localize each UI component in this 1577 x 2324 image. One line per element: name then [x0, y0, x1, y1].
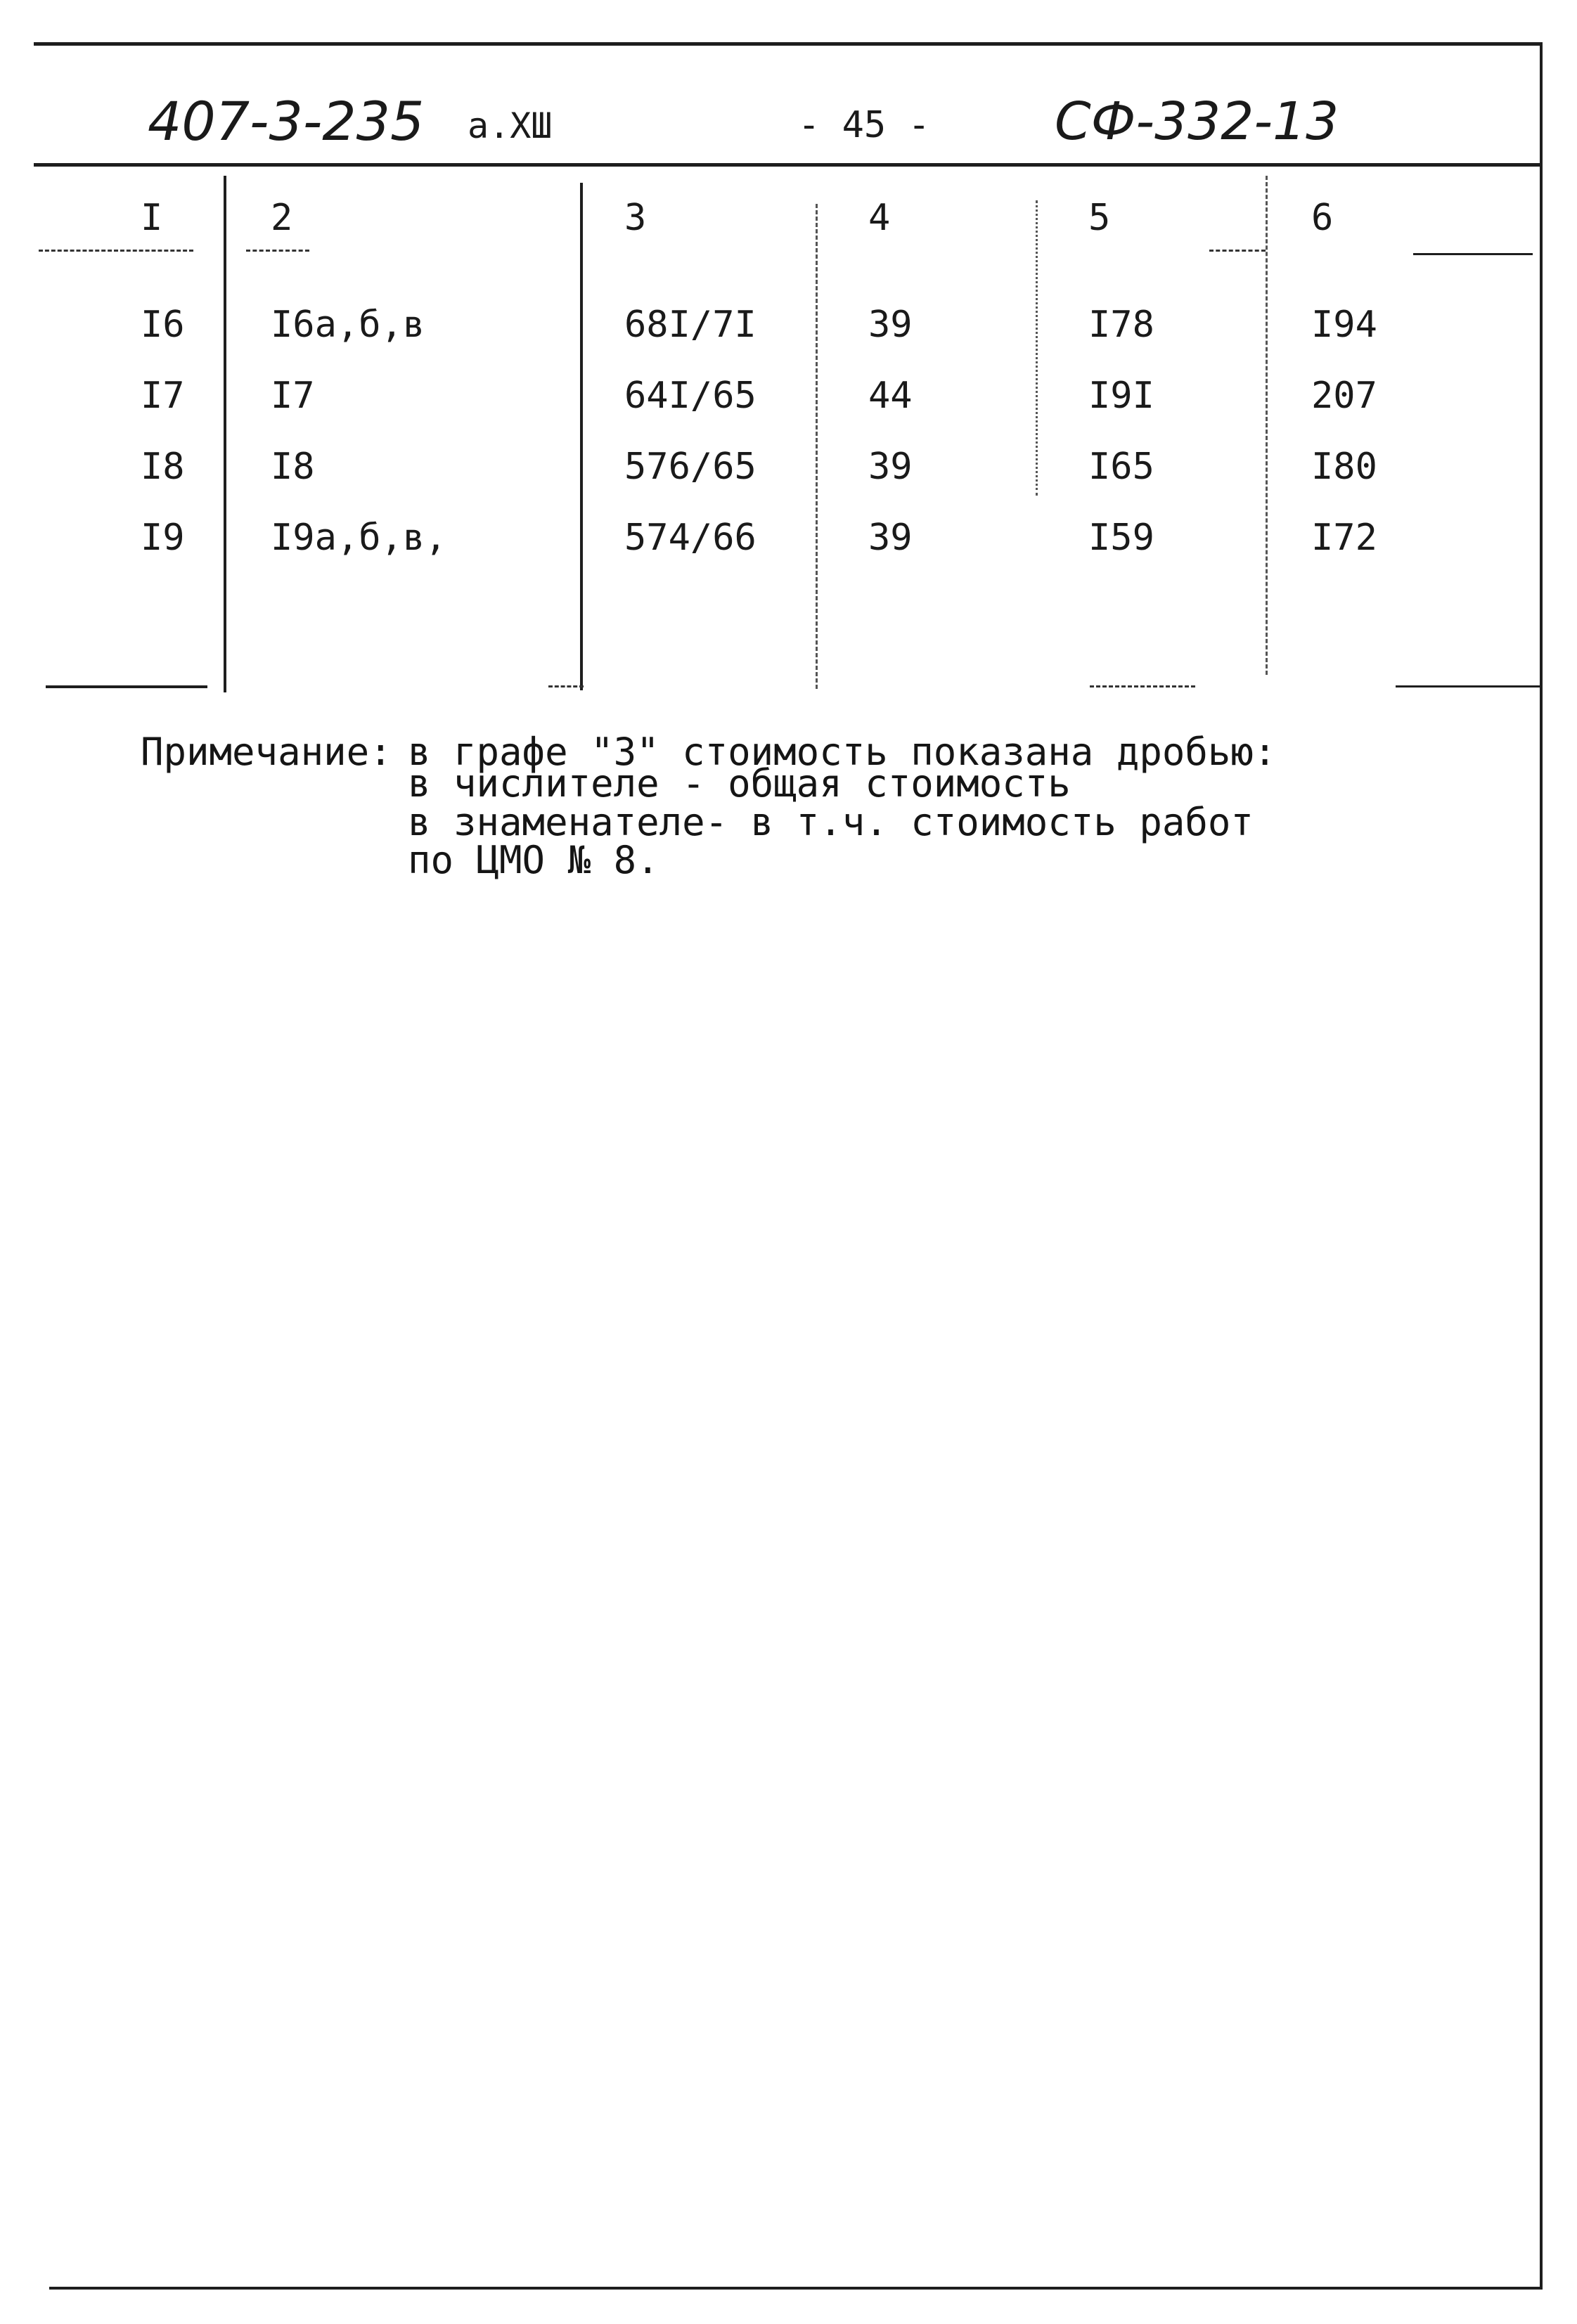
table-bottom-col5	[1090, 685, 1195, 687]
header-row-rule-right	[1413, 253, 1533, 255]
column-header-5: 5	[1088, 197, 1111, 239]
table-cell: I59	[1088, 517, 1154, 559]
table-cell: 39	[868, 517, 913, 559]
header-row-rule-col5	[1209, 250, 1266, 252]
column-header-6: 6	[1311, 197, 1334, 239]
table-cell: I6	[141, 304, 185, 346]
header-row-rule-left	[39, 250, 193, 252]
table-cell: 207	[1311, 375, 1377, 417]
bottom-border	[49, 2287, 1543, 2290]
table-cell: I6а,б,в	[271, 304, 425, 346]
table-cell: 44	[868, 375, 913, 417]
table-cell: I8	[141, 446, 185, 488]
table-cell: I80	[1311, 446, 1377, 488]
col-sep-3	[816, 204, 818, 689]
album-label: а.XШ	[468, 105, 553, 146]
note-line: в графе "3" стоимость показана дробью:	[408, 730, 1277, 774]
table-cell: 68I/7I	[624, 304, 757, 346]
series-code: СФ-332-13	[1055, 91, 1339, 152]
table-cell: I9	[141, 517, 185, 559]
doc-number: 407-3-235	[148, 90, 425, 153]
col-sep-2	[580, 183, 583, 690]
note-line: по ЦМО № 8.	[408, 838, 659, 882]
table-cell: I72	[1311, 517, 1377, 559]
col-sep-4	[1036, 200, 1038, 496]
table-cell: I7	[271, 375, 315, 417]
table-cell: 576/65	[624, 446, 757, 488]
column-header-4: 4	[868, 197, 891, 239]
right-border	[1540, 42, 1543, 2288]
table-cell: 64I/65	[624, 375, 757, 417]
top-border	[34, 42, 1540, 46]
column-header-1: I	[141, 197, 163, 239]
table-bottom-right	[1396, 685, 1540, 687]
table-cell: I7	[141, 375, 185, 417]
table-bottom-left	[46, 685, 207, 688]
header-divider	[34, 163, 1540, 167]
note-line: в числителе - общая стоимость	[408, 761, 1071, 806]
note-line: в знаменателе- в т.ч. стоимость работ	[408, 800, 1254, 844]
column-header-2: 2	[271, 197, 293, 239]
header-row-rule-col2	[246, 250, 309, 252]
col-sep-1	[224, 176, 226, 692]
col-sep-5	[1266, 176, 1268, 675]
table-cell: I9I	[1088, 375, 1154, 417]
page-number: - 45 -	[798, 104, 930, 146]
table-cell: I65	[1088, 446, 1154, 488]
table-cell: 574/66	[624, 517, 757, 559]
table-cell: I78	[1088, 304, 1154, 346]
table-cell: I94	[1311, 304, 1377, 346]
table-cell: I8	[271, 446, 315, 488]
table-cell: I9а,б,в,	[271, 517, 447, 559]
column-header-3: 3	[624, 197, 647, 239]
table-cell: 39	[868, 446, 913, 488]
note-label: Примечание:	[141, 730, 392, 774]
table-cell: 39	[868, 304, 913, 346]
table-bottom-mid	[548, 685, 584, 687]
